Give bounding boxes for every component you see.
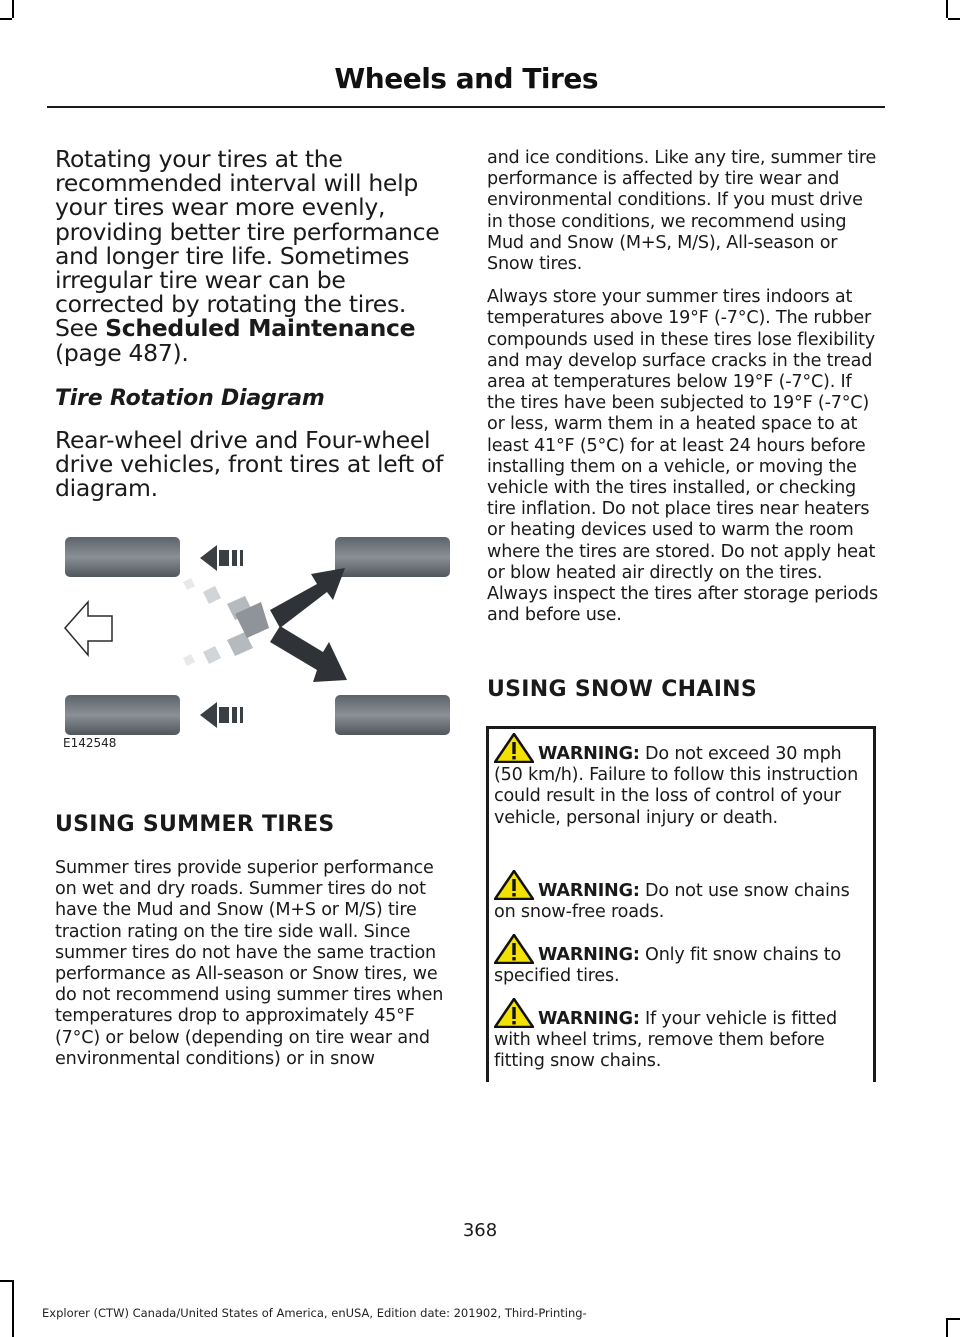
intro-text: Rotating your tires at the recommended interval will help your tires wear more evenly, providing better tire performance and longer tire life. Sometimes irregular tire wear can be corrected by rotating the tires. See — [55, 145, 440, 343]
crop-mark — [946, 1318, 948, 1337]
warning-label: WARNING: — [538, 1009, 640, 1029]
crop-mark — [12, 1280, 14, 1337]
front-direction-arrow-icon — [65, 602, 112, 655]
arrow-left-bottom-icon — [200, 702, 243, 728]
intro-suffix: (page 487). — [55, 338, 189, 367]
warning-label: WARNING: — [538, 881, 640, 901]
warning-wheel-trims — [494, 998, 872, 1073]
crop-mark — [0, 18, 12, 20]
summer-continued-paragraph: and ice conditions. Like any tire, summer tire performance is affected by tire wear and environmental conditions. If you must drive in those conditions, we recommend using Mud and Snow (M+S, M/S), All-season or Snow tires. — [487, 148, 877, 275]
warning-speed — [494, 733, 872, 829]
tire-rear-right — [335, 695, 450, 735]
header-rule — [47, 106, 885, 108]
arrow-left-top-icon — [200, 545, 243, 571]
warning-triangle-icon — [494, 733, 534, 763]
intro-paragraph — [55, 147, 448, 365]
warning-triangle-icon — [494, 870, 534, 900]
crop-mark — [12, 0, 14, 18]
diagram-caption: Rear-wheel drive and Four-wheel drive vehicles, front tires at left of diagram. — [55, 425, 444, 503]
crop-mark — [948, 1318, 960, 1320]
warning-triangle-icon — [494, 934, 534, 964]
tire-rear-left — [65, 695, 180, 735]
diagram-code: E142548 — [63, 736, 117, 750]
diagonal-arrow-up-icon — [270, 568, 345, 628]
page-number: 368 — [462, 1220, 498, 1241]
cross-arrow-dashes-icon — [183, 578, 269, 666]
crop-mark — [946, 0, 948, 18]
summer-tires-section — [55, 812, 448, 1070]
warning-text: Do not exceed 30 mph (50 km/h). Failure to follow this instruction could result in the loss of control of your vehicle, personal injury or death. — [494, 744, 859, 828]
warning-label: WARNING: — [538, 744, 640, 764]
warning-label: WARNING: — [538, 945, 640, 965]
storage-paragraph: Always store your summer tires indoors at temperatures above 19°F (-7°C). The rubber compounds used in these tires lose flexibility and may develop surface cracks in the tread area at temperatures below 19°F (-7°C). If the tires have been subjected to 19°F (-7°C) or less, warm them in a heated space to at least 41°F (5°C) for at least 24 hours before installing them on a vehicle, or moving the vehicle with the tires installed, or checking tire inflation. Do not place tires near heaters or heating devices used to warm the room where the tires are stored. Do not apply heat or blow heated air directly on the tires. Always inspect the tires after storage periods and before use. — [487, 287, 878, 626]
diagram-heading: Tire Rotation Diagram — [55, 385, 325, 411]
warning-snow-free — [494, 870, 872, 923]
footer-edition: Explorer (CTW) Canada/United States of America, enUSA, Edition date: 201902, Third-Printing- — [42, 1306, 587, 1320]
snow-chains-heading: USING SNOW CHAINS — [487, 677, 758, 702]
warning-specified-tires — [494, 934, 872, 987]
right-column — [487, 148, 880, 626]
snow-chains-section — [487, 677, 880, 702]
crop-mark — [0, 1280, 12, 1282]
left-column — [55, 145, 448, 503]
warning-text: If your vehicle is fitted with wheel trims, remove them before fitting snow chains. — [494, 1009, 837, 1072]
scheduled-maintenance-link[interactable]: Scheduled Maintenance — [105, 314, 416, 343]
tire-front-left — [65, 537, 180, 577]
warning-triangle-icon — [494, 998, 534, 1028]
tire-rotation-diagram — [55, 530, 455, 755]
summer-tires-paragraph: Summer tires provide superior performance on wet and dry roads. Summer tires do not have the Mud and Snow (M+S or M/S) tire traction rating on the tire side wall. Since summer tires do not have the same traction performance as All-season or Snow tires, we do not recommend using summer tires when temperatures drop to approximately 45°F (7°C) or below (depending on tire wear and environmental conditions) or in snow — [55, 858, 444, 1069]
tire-front-right — [335, 537, 450, 577]
page-header-title: Wheels and Tires — [334, 62, 598, 95]
crop-mark — [948, 18, 960, 20]
warning-text: Do not use snow chains on snow-free roads. — [494, 881, 850, 923]
warning-text: Only fit snow chains to specified tires. — [494, 945, 842, 987]
diagonal-arrow-down-icon — [270, 626, 347, 682]
summer-tires-heading: USING SUMMER TIRES — [55, 812, 335, 837]
